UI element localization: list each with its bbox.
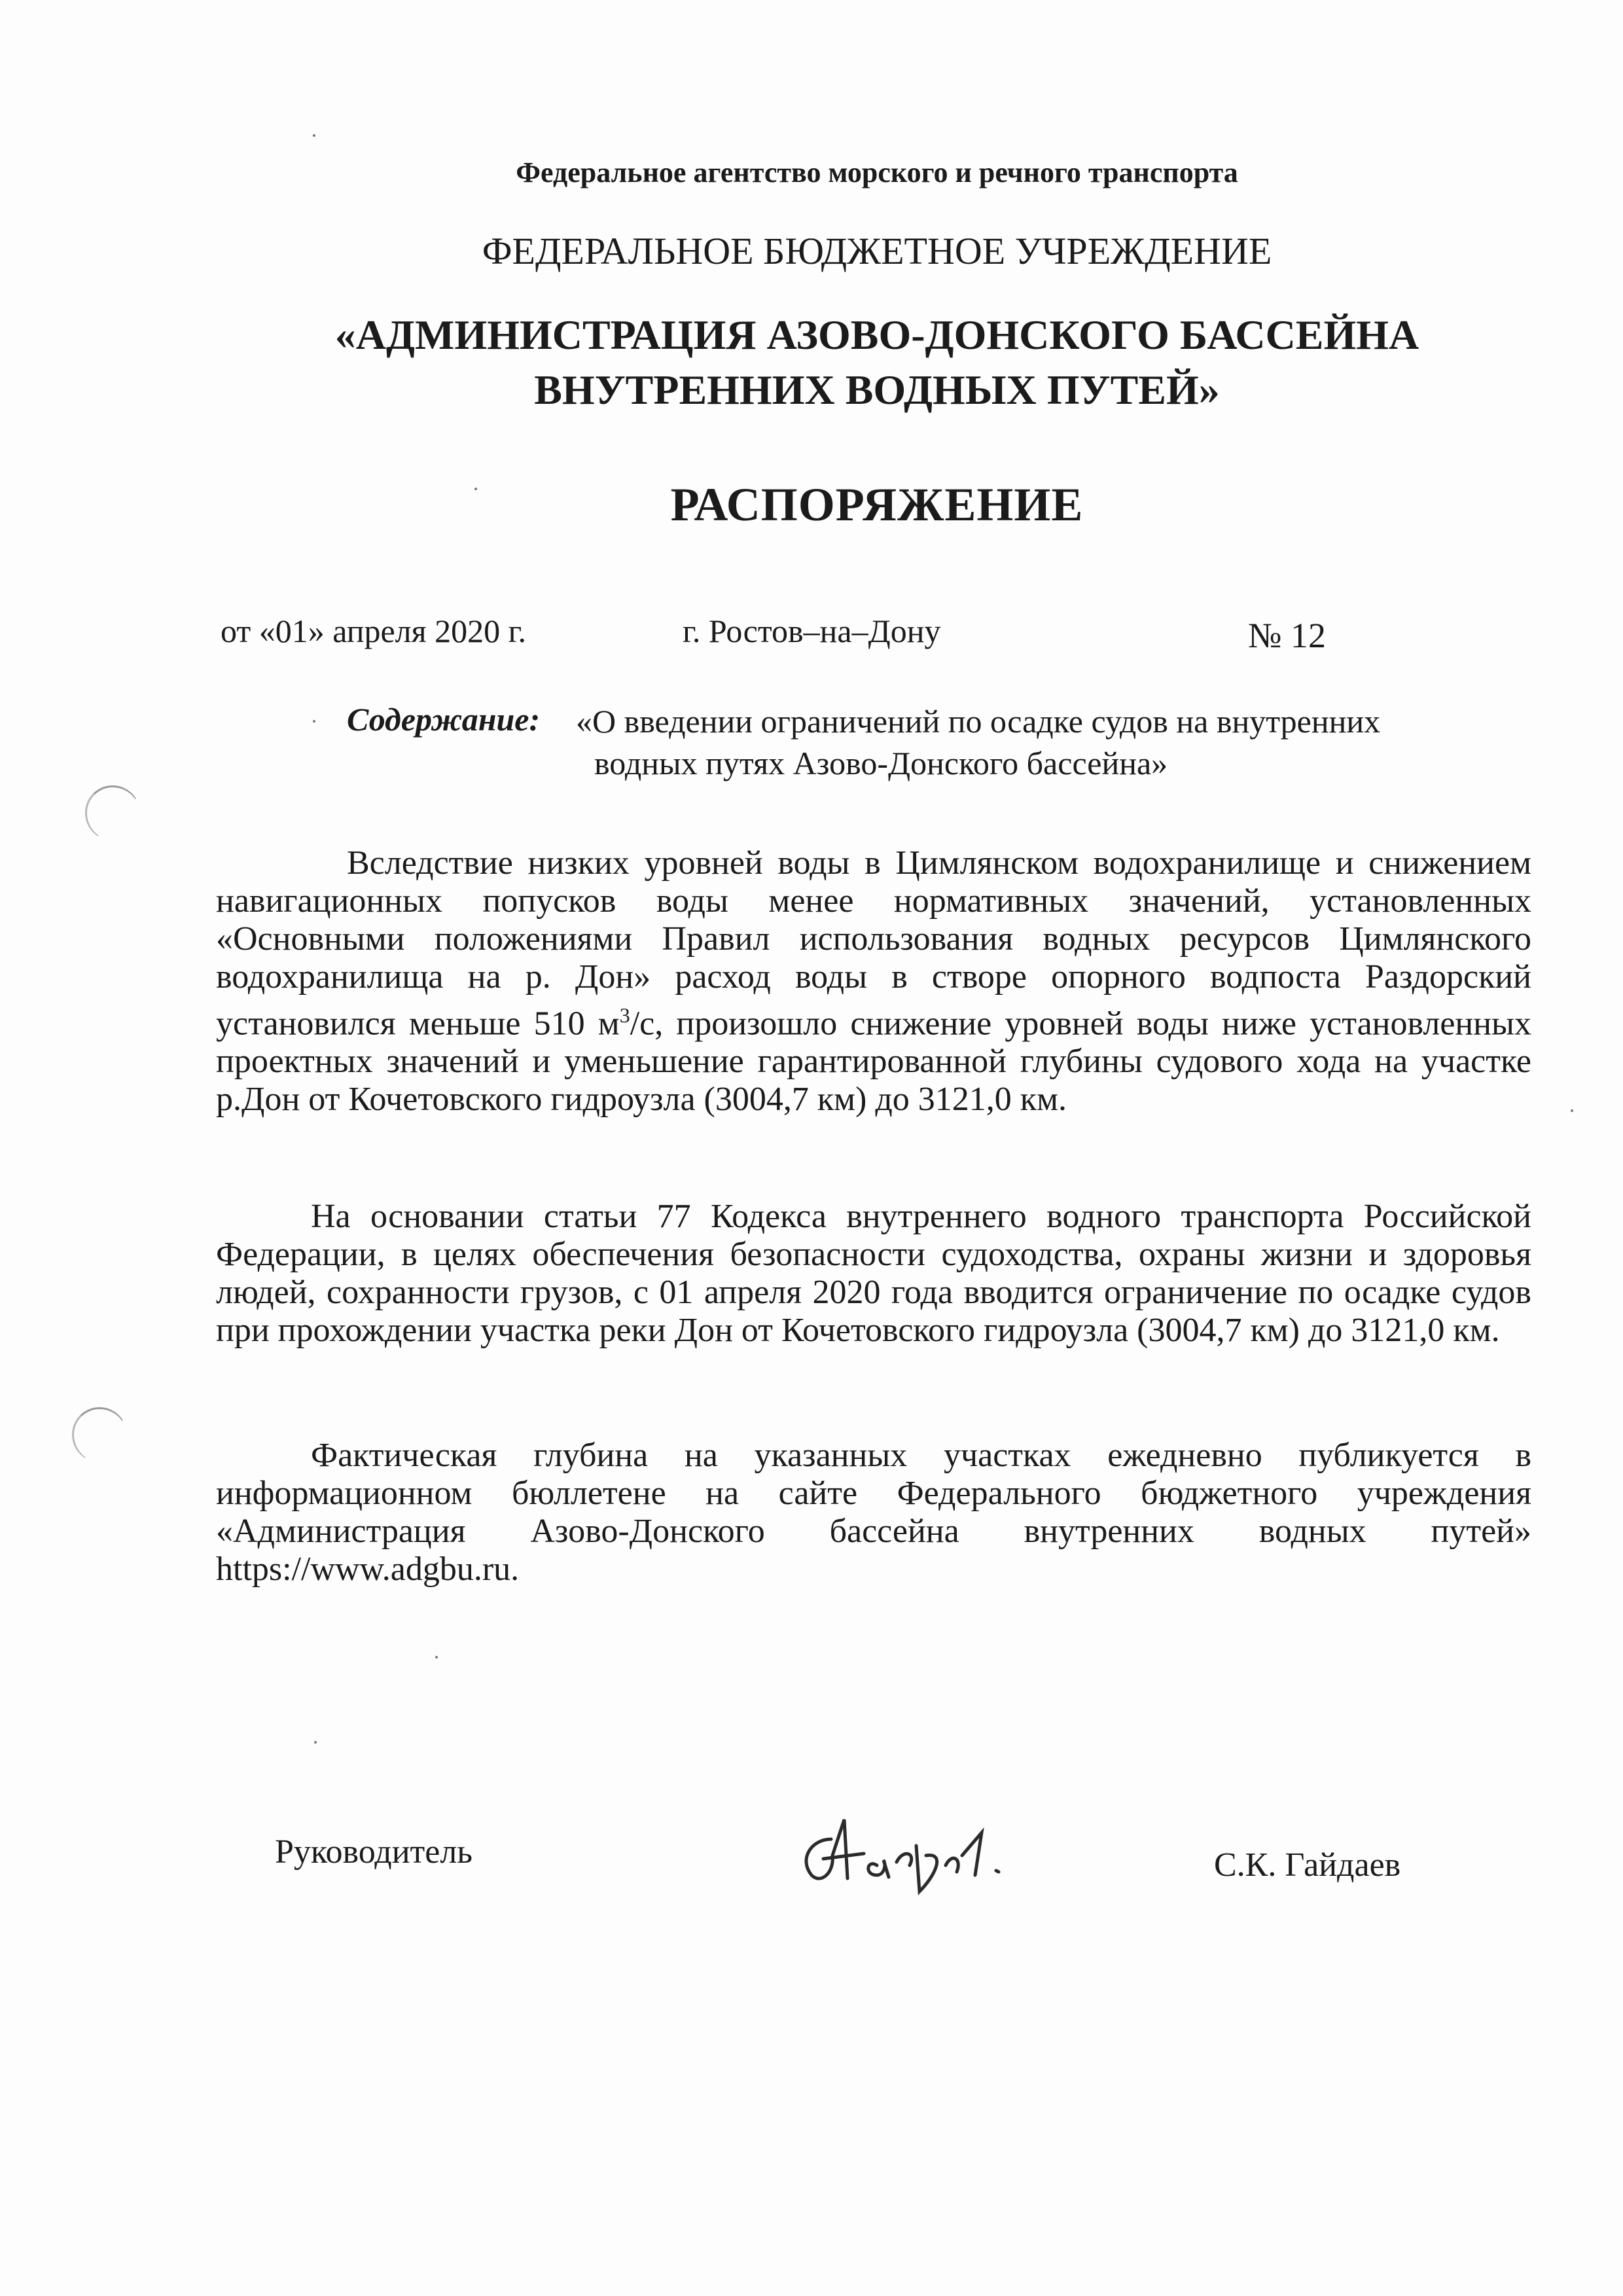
subject-text (576, 700, 1479, 784)
document-type: РАСПОРЯЖЕНИЕ (670, 478, 1084, 531)
body-paragraph-1-text-b: /с, произошло снижение уровней воды ниже установленных проектных значений и уменьшение гарантированной глубины судового хода на участке р.Дон от Кочетовского гидроузла (3004,7 км) до 3121,0 км. (216, 1005, 1531, 1119)
signatory-title: Руководитель (275, 1833, 473, 1871)
document-date: от «01» апреля 2020 г. (221, 613, 526, 649)
institution-name (65, 308, 1623, 418)
punch-hole-mark (72, 1407, 127, 1462)
scan-speck (313, 134, 315, 137)
scan-speck (313, 720, 315, 723)
handwritten-signature (785, 1793, 1034, 1898)
scan-speck (314, 1741, 317, 1744)
unit-superscript: 3 (619, 1003, 630, 1027)
institution-name-line2: ВНУТРЕННИХ ВОДНЫХ ПУТЕЙ» (534, 367, 1220, 413)
body-paragraph-1-text-a: Вследствие низких уровней воды в Цимлянском водохранилище и снижением навигационных попусков воды менее нормативных значений, установленных «Основными положениями Правил использования водных ресурсов Цимлянского водохранилища на р. Дон» расход воды в створе опорного водпоста Раздорский установился меньше 510 м (216, 844, 1531, 1043)
body-paragraph-2: На основании статьи 77 Кодекса внутреннего водного транспорта Российской Федерации, в целях обеспечения безопасности судоходства, охраны жизни и здоровья людей, сохранности грузов, с 01 апреля 2020 года вводится ограничение по осадке судов при прохождении участка реки Дон от Кочетовского гидроузла (3004,7 км) до 3121,0 км. (216, 1198, 1531, 1349)
document-city: г. Ростов–на–Дону (683, 613, 941, 649)
subject-line1: «О введении ограничений по осадке судов на внутренних (576, 703, 1381, 740)
subject-line2: водных путях Азово-Донского бассейна» (594, 745, 1168, 781)
document-number: № 12 (1248, 616, 1327, 655)
body-paragraph-3: Фактическая глубина на указанных участках ежедневно публикуется в информационном бюллетене на сайте Федерального бюджетного учреждения «Администрация Азово-Донского бассейна внутренних водных путей» https://www.adgbu.ru. (216, 1437, 1531, 1588)
punch-hole-mark (85, 785, 140, 840)
institution-type: ФЕДЕРАЛЬНОЕ БЮДЖЕТНОЕ УЧРЕЖДЕНИЕ (482, 230, 1272, 272)
scan-speck (1571, 1109, 1573, 1112)
signatory-name: С.К. Гайдаев (1214, 1846, 1401, 1884)
body-paragraph-1 (216, 844, 1531, 1119)
institution-name-line1: «АДМИНИСТРАЦИЯ АЗОВО-ДОНСКОГО БАССЕЙНА (334, 312, 1419, 358)
agency-name: Федеральное агентство морского и речного транспорта (516, 156, 1238, 188)
subject-label: Содержание: (347, 701, 541, 738)
scan-speck (435, 1656, 438, 1659)
